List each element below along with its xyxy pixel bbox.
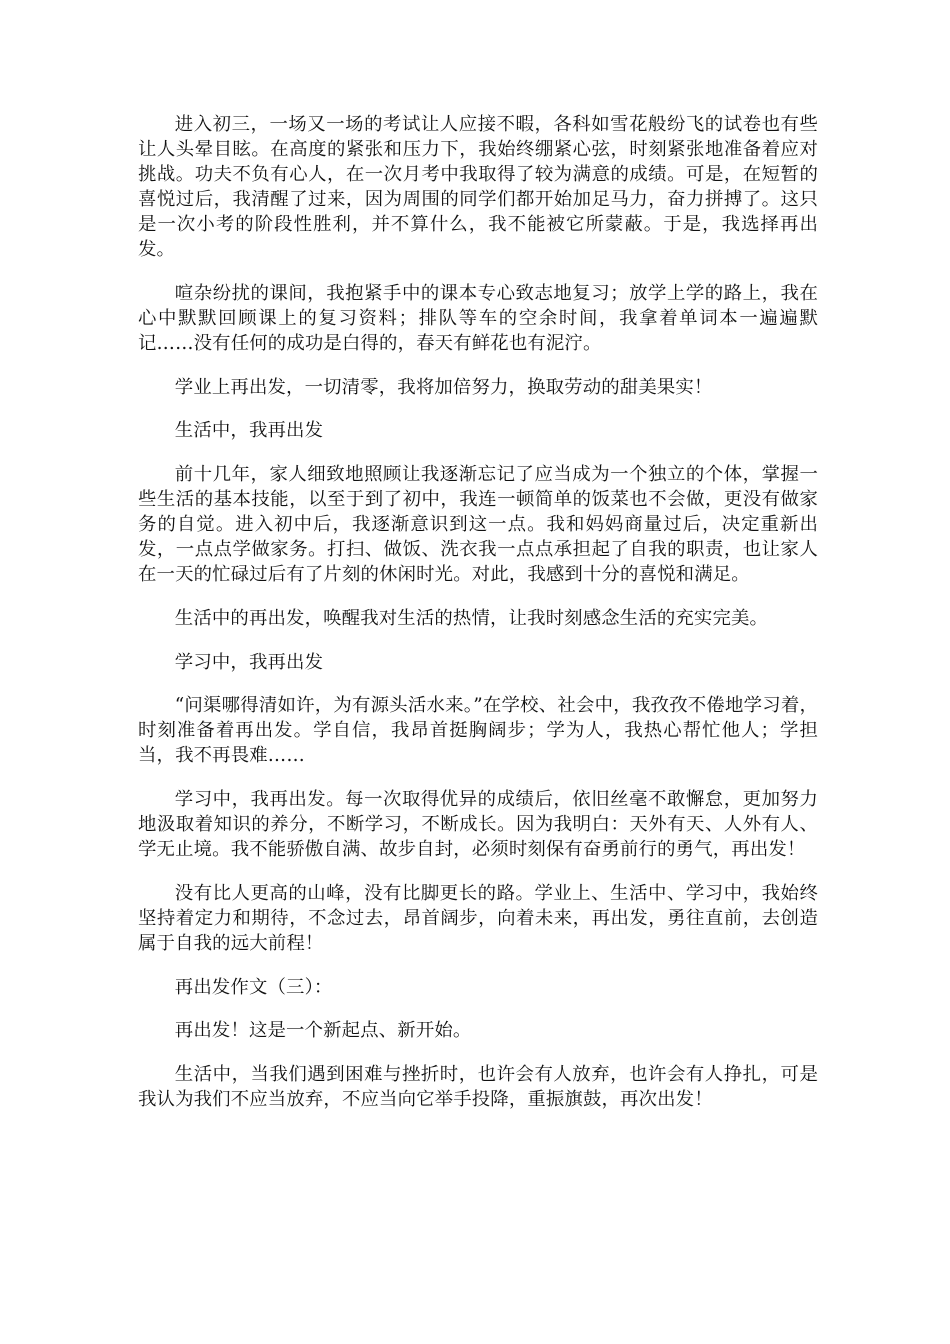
paragraph: 学业上再出发，一切清零，我将加倍努力，换取劳动的甜美果实！ (174, 376, 713, 398)
paragraph: “问渠哪得清如许，为有源头活水来。”在学校、社会中，我孜孜不倦地学习着，时刻准备着再出发。学自信，我昂首挺胸阔步；学为人，我热心帮忙他人；学担当，我不再畏难…… (138, 695, 818, 767)
section-heading: 学习中，我再出发 (174, 651, 324, 673)
paragraph: 学习中，我再出发。每一次取得优异的成绩后，依旧丝毫不敢懈怠，更加努力地汲取着知识的养分，不断学习，不断成长。因为我明白：天外有天、人外有人、学无止境。我不能骄傲自满、故步自封，必须时刻保有奋勇前行的勇气，再出发！ (138, 788, 818, 861)
paragraph: 前十几年，家人细致地照顾让我逐渐忘记了应当成为一个独立的个体，掌握一些生活的基本技能，以至于到了初中，我连一顿简单的饭菜也不会做，更没有做家务的自觉。进入初中后，我逐渐意识到这一点。我和妈妈商量过后，决定重新出发，一点点学做家务。打扫、做饭、洗衣我一点点承担起了自我的职责，也让家人在一天的忙碌过后有了片刻的休闲时光。对此，我感到十分的喜悦和满足。 (138, 464, 818, 586)
paragraph: 没有比人更高的山峰，没有比脚更长的路。学业上、生活中、学习中，我始终坚持着定力和期待，不念过去，昂首阔步，向着未来，再出发，勇往直前，去创造属于自我的远大前程！ (138, 882, 818, 954)
paragraph: 生活中的再出发，唤醒我对生活的热情，让我时刻感念生活的充实完美。 (174, 608, 769, 629)
section-heading: 生活中，我再出发 (174, 420, 324, 442)
essay-title: 再出发作文（三）： (174, 976, 333, 998)
paragraph: 进入初三，一场又一场的考试让人应接不暇，各科如雪花般纷飞的试卷也有些让人头晕目眩。在高度的紧张和压力下，我始终绷紧心弦，时刻紧张地准备着应对挑战。功夫不负有心人，在一次月考中我取得了较为满意的成绩。可是，在短暂的喜悦过后，我清醒了过来，因为周围的同学们都开始加足马力，奋力拼搏了。这只是一次小考的阶段性胜利，并不算什么，我不能被它所蒙蔽。于是，我选择再出发。 (138, 114, 818, 261)
paragraph: 喧杂纷扰的课间，我抱紧手中的课本专心致志地复习；放学上学的路上，我在心中默默回顾课上的复习资料；排队等车的空余时间，我拿着单词本一遍遍默记……没有任何的成功是白得的，春天有鲜花也有泥泞。 (138, 283, 818, 355)
paragraph: 生活中，当我们遇到困难与挫折时，也许会有人放弃，也许会有人挣扎，可是我认为我们不应当放弃，不应当向它举手投降，重振旗鼓，再次出发！ (138, 1063, 818, 1110)
document-body (138, 112, 818, 1130)
paragraph: 再出发！这是一个新起点、新开始。 (174, 1020, 472, 1042)
